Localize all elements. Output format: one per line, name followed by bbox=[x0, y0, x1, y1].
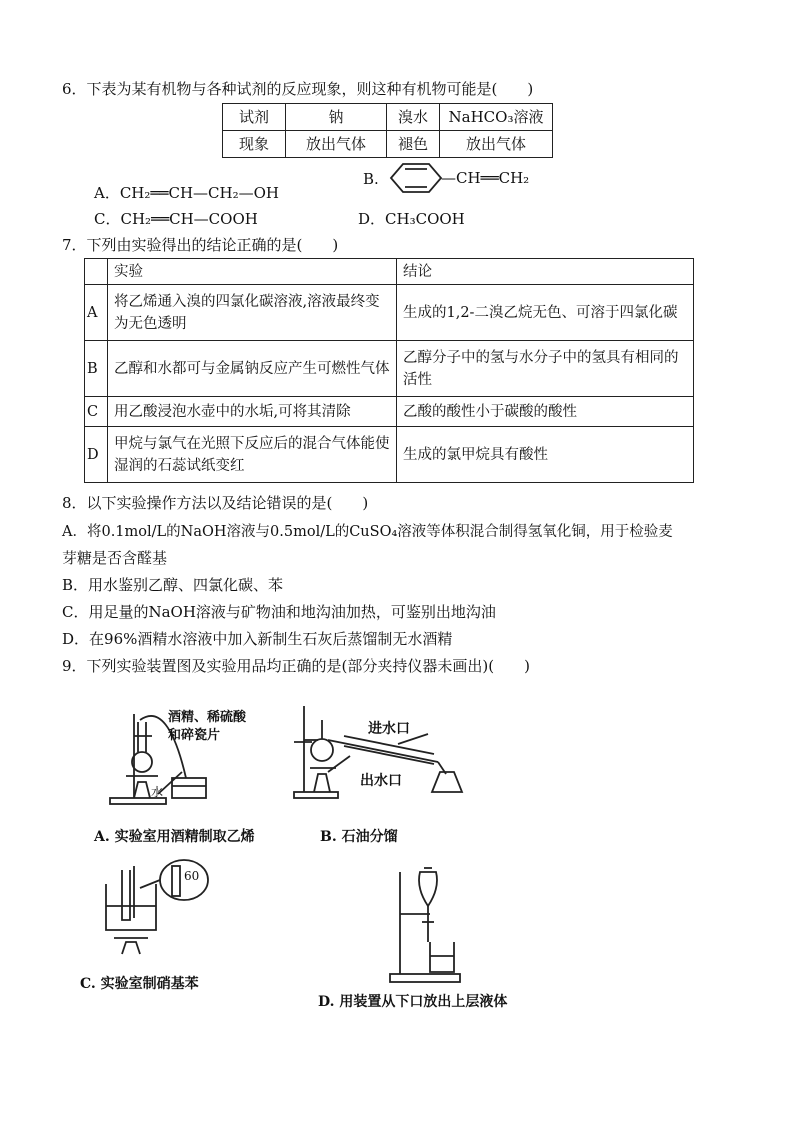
table-cell: 现象 bbox=[223, 131, 286, 158]
table-row bbox=[85, 259, 694, 285]
q8-option-d: D．在96%酒精水溶液中加入新制生石灰后蒸馏制无水酒精 bbox=[62, 630, 453, 648]
apparatus-c-thermometer-reading: 60 bbox=[184, 869, 200, 883]
table-cell: 放出气体 bbox=[286, 131, 387, 158]
q8-option-b: B．用水鉴别乙醇、四氯化碳、苯 bbox=[62, 576, 284, 594]
table-row bbox=[223, 104, 553, 131]
apparatus-d-separatory-funnel-diagram bbox=[388, 858, 478, 988]
table-cell: B bbox=[85, 341, 108, 397]
table-cell: 用乙酸浸泡水壶中的水垢,可将其清除 bbox=[108, 397, 397, 427]
table-cell: 放出气体 bbox=[440, 131, 553, 158]
q6-option-d: D．CH₃COOH bbox=[358, 210, 465, 228]
table-cell: 生成的氯甲烷具有酸性 bbox=[397, 427, 694, 483]
q6-option-b-group: —CH══CH₂ bbox=[441, 169, 530, 187]
table-cell: 溴水 bbox=[387, 104, 440, 131]
apparatus-a-caption: A. 实验室用酒精制取乙烯 bbox=[94, 829, 255, 845]
apparatus-a-reagent-label1: 酒精、稀硫酸 bbox=[168, 710, 247, 725]
table-row bbox=[85, 427, 694, 483]
apparatus-b-inlet-label: 进水口 bbox=[368, 721, 410, 737]
q7-stem: 7．下列由实验得出的结论正确的是( ) bbox=[62, 236, 339, 254]
table-cell: 乙酸的酸性小于碳酸的酸性 bbox=[397, 397, 694, 427]
q8-stem: 8．以下实验操作方法以及结论错误的是( ) bbox=[62, 494, 369, 512]
apparatus-c-caption: C. 实验室制硝基苯 bbox=[80, 976, 199, 992]
table-cell: 将乙烯通入溴的四氯化碳溶液,溶液最终变为无色透明 bbox=[108, 285, 397, 341]
table-header-experiment: 实验 bbox=[108, 259, 397, 285]
q8-option-c: C．用足量的NaOH溶液与矿物油和地沟油加热，可鉴别出地沟油 bbox=[62, 603, 496, 621]
table-cell: C bbox=[85, 397, 108, 427]
table-cell: 褪色 bbox=[387, 131, 440, 158]
q9-stem: 9．下列实验装置图及实验用品均正确的是(部分夹持仪器未画出)( ) bbox=[62, 657, 530, 675]
q7-table bbox=[84, 258, 694, 483]
table-row bbox=[85, 285, 694, 341]
table-cell: 甲烷与氯气在光照下反应后的混合气体能使湿润的石蕊试纸变红 bbox=[108, 427, 397, 483]
table-cell: D bbox=[85, 427, 108, 483]
table-cell: NaHCO₃溶液 bbox=[440, 104, 553, 131]
table-cell: 试剂 bbox=[223, 104, 286, 131]
apparatus-b-outlet-label: 出水口 bbox=[360, 773, 402, 789]
table-cell: 钠 bbox=[286, 104, 387, 131]
q6-option-a: A．CH₂══CH—CH₂—OH bbox=[94, 184, 279, 202]
q6-option-c: C．CH₂══CH—COOH bbox=[94, 210, 258, 228]
table-row bbox=[85, 397, 694, 427]
table-header-conclusion: 结论 bbox=[397, 259, 694, 285]
benzene-ring-icon bbox=[385, 160, 449, 196]
q8-option-a-line1: A．将0.1mol/L的NaOH溶液与0.5mol/L的CuSO₄溶液等体积混合制得氢氧化铜，用于检验麦 bbox=[62, 524, 673, 540]
table-row bbox=[223, 131, 553, 158]
table-cell: A bbox=[85, 285, 108, 341]
q6-stem: 6．下表为某有机物与各种试剂的反应现象，则这种有机物可能是( ) bbox=[62, 80, 534, 98]
apparatus-a-reagent-label2: 和碎瓷片 bbox=[168, 728, 221, 743]
table-cell: 乙醇和水都可与金属钠反应产生可燃性气体 bbox=[108, 341, 397, 397]
table-cell: 乙醇分子中的氢与水分子中的氢具有相同的活性 bbox=[397, 341, 694, 397]
apparatus-a-water-label: 水 bbox=[151, 785, 164, 799]
q6-table bbox=[222, 103, 553, 158]
table-cell: 生成的1,2-二溴乙烷无色、可溶于四氯化碳 bbox=[397, 285, 694, 341]
apparatus-b-caption: B. 石油分馏 bbox=[320, 829, 398, 845]
q6-option-b-label: B. bbox=[363, 170, 379, 188]
apparatus-d-caption: D. 用装置从下口放出上层液体 bbox=[318, 994, 508, 1010]
table-row bbox=[85, 341, 694, 397]
q8-option-a-line2: 芽糖是否含醛基 bbox=[62, 549, 168, 567]
table-cell bbox=[85, 259, 108, 285]
